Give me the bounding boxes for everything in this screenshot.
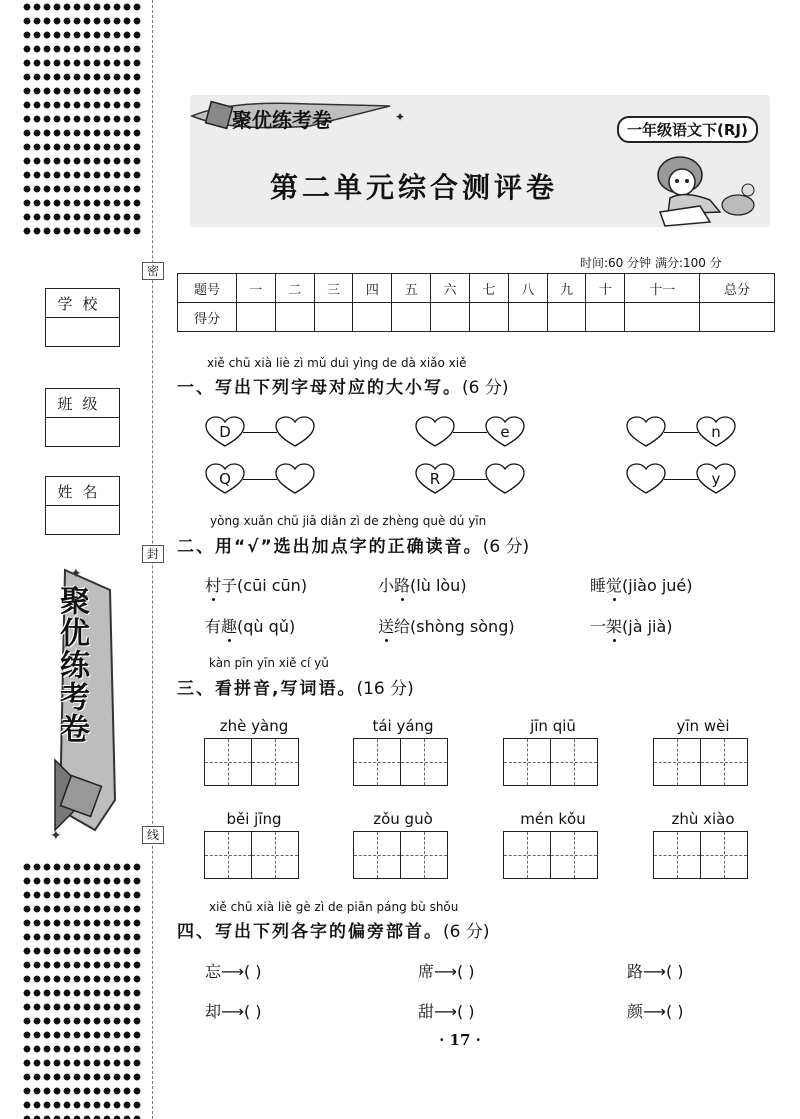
writing-grid[interactable] [503,738,598,786]
svg-text:✦: ✦ [50,828,62,844]
reading-choice[interactable] [590,614,673,637]
score-cell[interactable] [469,303,508,332]
q2-points: (6 分) [482,537,530,557]
plain-char: 一 [590,617,607,636]
heart-box[interactable] [696,416,736,448]
reading-choice[interactable] [590,573,693,596]
writing-grid[interactable] [204,738,299,786]
answer-blank: ⟶( ) [643,1002,684,1021]
seal-char-feng: 封 [142,545,164,563]
score-cell[interactable] [547,303,586,332]
pinyin-options: (lù lòu) [410,576,467,595]
plain-char: 给 [394,617,411,636]
reading-choice[interactable] [205,614,295,637]
heart-box[interactable] [205,416,245,448]
col-header: 十一 [625,274,700,303]
radical-item[interactable] [418,959,475,982]
q2-title [177,532,529,557]
heart-box[interactable] [275,463,315,495]
connector-line [453,479,487,480]
score-cell[interactable] [237,303,276,332]
answer-blank: ⟶( ) [434,1002,475,1021]
answer-blank: ⟶( ) [643,962,684,981]
col-header: 三 [314,274,353,303]
pinyin-word: zǒu guò [373,810,433,828]
q3-title-text: 三、看拼音,写词语。 [177,679,357,699]
score-cell[interactable] [314,303,353,332]
col-header: 二 [275,274,314,303]
q1-pinyin: xiě chū xià liè zì mǔ duì yìng de dà xiǎo xiě [207,356,467,370]
heart-box[interactable] [485,416,525,448]
q1-title-text: 一、写出下列字母对应的大小写。 [177,378,462,398]
score-cell[interactable] [353,303,392,332]
col-header: 六 [431,274,470,303]
plain-char: 睡 [590,576,607,595]
score-cell[interactable] [586,303,625,332]
name-field [45,476,120,535]
reading-girl-illustration [640,150,765,230]
letter-pair [205,416,315,448]
answer-blank: ⟶( ) [221,1002,262,1021]
letter-text: n [711,423,721,441]
pinyin-word: yīn wèi [676,717,730,735]
letter-pair [626,463,736,495]
writing-grid[interactable] [653,738,748,786]
table-row [178,274,775,303]
pinyin-options: (shòng sòng) [410,617,515,636]
decorative-dots-bottom [22,860,142,1119]
col-header: 四 [353,274,392,303]
writing-grid[interactable] [353,738,448,786]
decorative-dots-top [22,0,142,240]
grade-tag: 一年级语文下(RJ) [617,116,758,143]
dotted-char: 趣 [221,617,238,636]
seal-char-xian: 线 [142,826,164,844]
q4-pinyin: xiě chū xià liè gè zì de piān páng bù shǒu [209,900,459,914]
dotted-char: 送 [378,617,395,636]
dotted-char: 村 [205,576,222,595]
side-banner-title: 聚优练考卷 [54,585,89,745]
letter-pair [626,416,736,448]
letter-text: D [219,423,231,441]
heart-box[interactable] [626,416,666,448]
pinyin-options: (cūi cūn) [237,576,308,595]
radical-item[interactable] [627,959,684,982]
heart-box[interactable] [205,463,245,495]
writing-grid[interactable] [503,831,598,879]
col-header: 十 [586,274,625,303]
score-cell[interactable] [700,303,775,332]
row-label-score: 得分 [178,303,237,332]
row-label-number: 题号 [178,274,237,303]
school-label: 学校 [46,289,119,318]
character: 颜 [627,1002,644,1021]
q2-title-text: 二、用“√”选出加点字的正确读音。 [177,537,483,557]
reading-choice[interactable] [378,614,515,637]
pinyin-options: (jà jià) [622,617,673,636]
pinyin-options: (qù qǔ) [237,617,296,636]
writing-grid[interactable] [204,831,299,879]
reading-choice[interactable] [378,573,467,596]
time-info: 时间:60 分钟 满分:100 分 [580,256,722,270]
writing-grid[interactable] [353,831,448,879]
connector-line [243,432,277,433]
col-header: 九 [547,274,586,303]
score-table [177,273,775,332]
answer-blank: ⟶( ) [434,962,475,981]
brand-title: 聚优练考卷 [232,108,332,132]
col-header: 八 [508,274,547,303]
school-input[interactable] [46,318,119,346]
letter-text: y [711,470,721,488]
table-row [178,303,775,332]
heart-box[interactable] [626,463,666,495]
dotted-char: 路 [394,576,411,595]
q3-title [177,674,414,699]
radical-item[interactable] [205,959,262,982]
score-cell[interactable] [392,303,431,332]
col-header: 五 [392,274,431,303]
pinyin-word: běi jīng [226,810,282,828]
col-header: 总分 [700,274,775,303]
reading-choice[interactable] [205,573,307,596]
name-label: 姓名 [46,477,119,506]
q3-points: (16 分) [356,679,414,699]
pinyin-word: zhè yàng [219,717,289,735]
radical-item[interactable] [205,999,262,1022]
pinyin-word: mén kǒu [520,810,586,828]
heart-box[interactable] [275,416,315,448]
score-cell[interactable] [508,303,547,332]
plain-char: 有 [205,617,222,636]
svg-text:✦: ✦ [70,566,82,582]
q3-pinyin: kàn pīn yīn xiě cí yǔ [209,656,329,670]
pinyin-word: zhù xiào [671,810,735,828]
q2-pinyin: yòng xuǎn chū jiā diǎn zì de zhèng què dú yīn [210,514,487,528]
page-title: 第二单元综合测评卷 [270,171,559,204]
school-field [45,288,120,347]
score-cell[interactable] [431,303,470,332]
heart-box[interactable] [485,463,525,495]
letter-pair [415,416,525,448]
character: 忘 [205,962,222,981]
class-input[interactable] [46,418,119,446]
page-number: · 17 · [439,1031,481,1049]
dotted-char: 觉 [606,576,623,595]
connector-line [664,479,698,480]
heart-box[interactable] [696,463,736,495]
col-header: 七 [469,274,508,303]
name-input[interactable] [46,506,119,534]
connector-line [664,432,698,433]
dotted-char: 架 [606,617,623,636]
q4-title-text: 四、写出下列各字的偏旁部首。 [177,922,443,942]
pinyin-word: jīn qiū [530,717,576,735]
svg-text:✦: ✦ [395,110,406,124]
letter-pair [415,463,525,495]
class-field [45,388,120,447]
letter-pair [205,463,315,495]
character: 却 [205,1002,222,1021]
radical-item[interactable] [418,999,475,1022]
radical-item[interactable] [627,999,684,1022]
letter-text: e [500,423,510,441]
class-label: 班级 [46,389,119,418]
q1-points: (6 分) [462,378,509,398]
character: 路 [627,962,644,981]
col-header: 一 [237,274,276,303]
score-cell[interactable] [625,303,700,332]
heart-box[interactable] [415,463,455,495]
connector-line [453,432,487,433]
pinyin-word: tái yáng [372,717,434,735]
pinyin-options: (jiào jué) [622,576,693,595]
seal-char-mi: 密 [142,262,164,280]
writing-grid[interactable] [653,831,748,879]
letter-text: R [429,470,441,488]
letter-text: Q [219,470,231,488]
q4-points: (6 分) [443,922,490,942]
q1-title [177,373,508,398]
character: 席 [418,962,435,981]
q4-title [177,917,489,942]
score-cell[interactable] [275,303,314,332]
connector-line [243,479,277,480]
character: 甜 [418,1002,435,1021]
plain-char: 小 [378,576,395,595]
plain-char: 子 [221,576,238,595]
heart-box[interactable] [415,416,455,448]
answer-blank: ⟶( ) [221,962,262,981]
